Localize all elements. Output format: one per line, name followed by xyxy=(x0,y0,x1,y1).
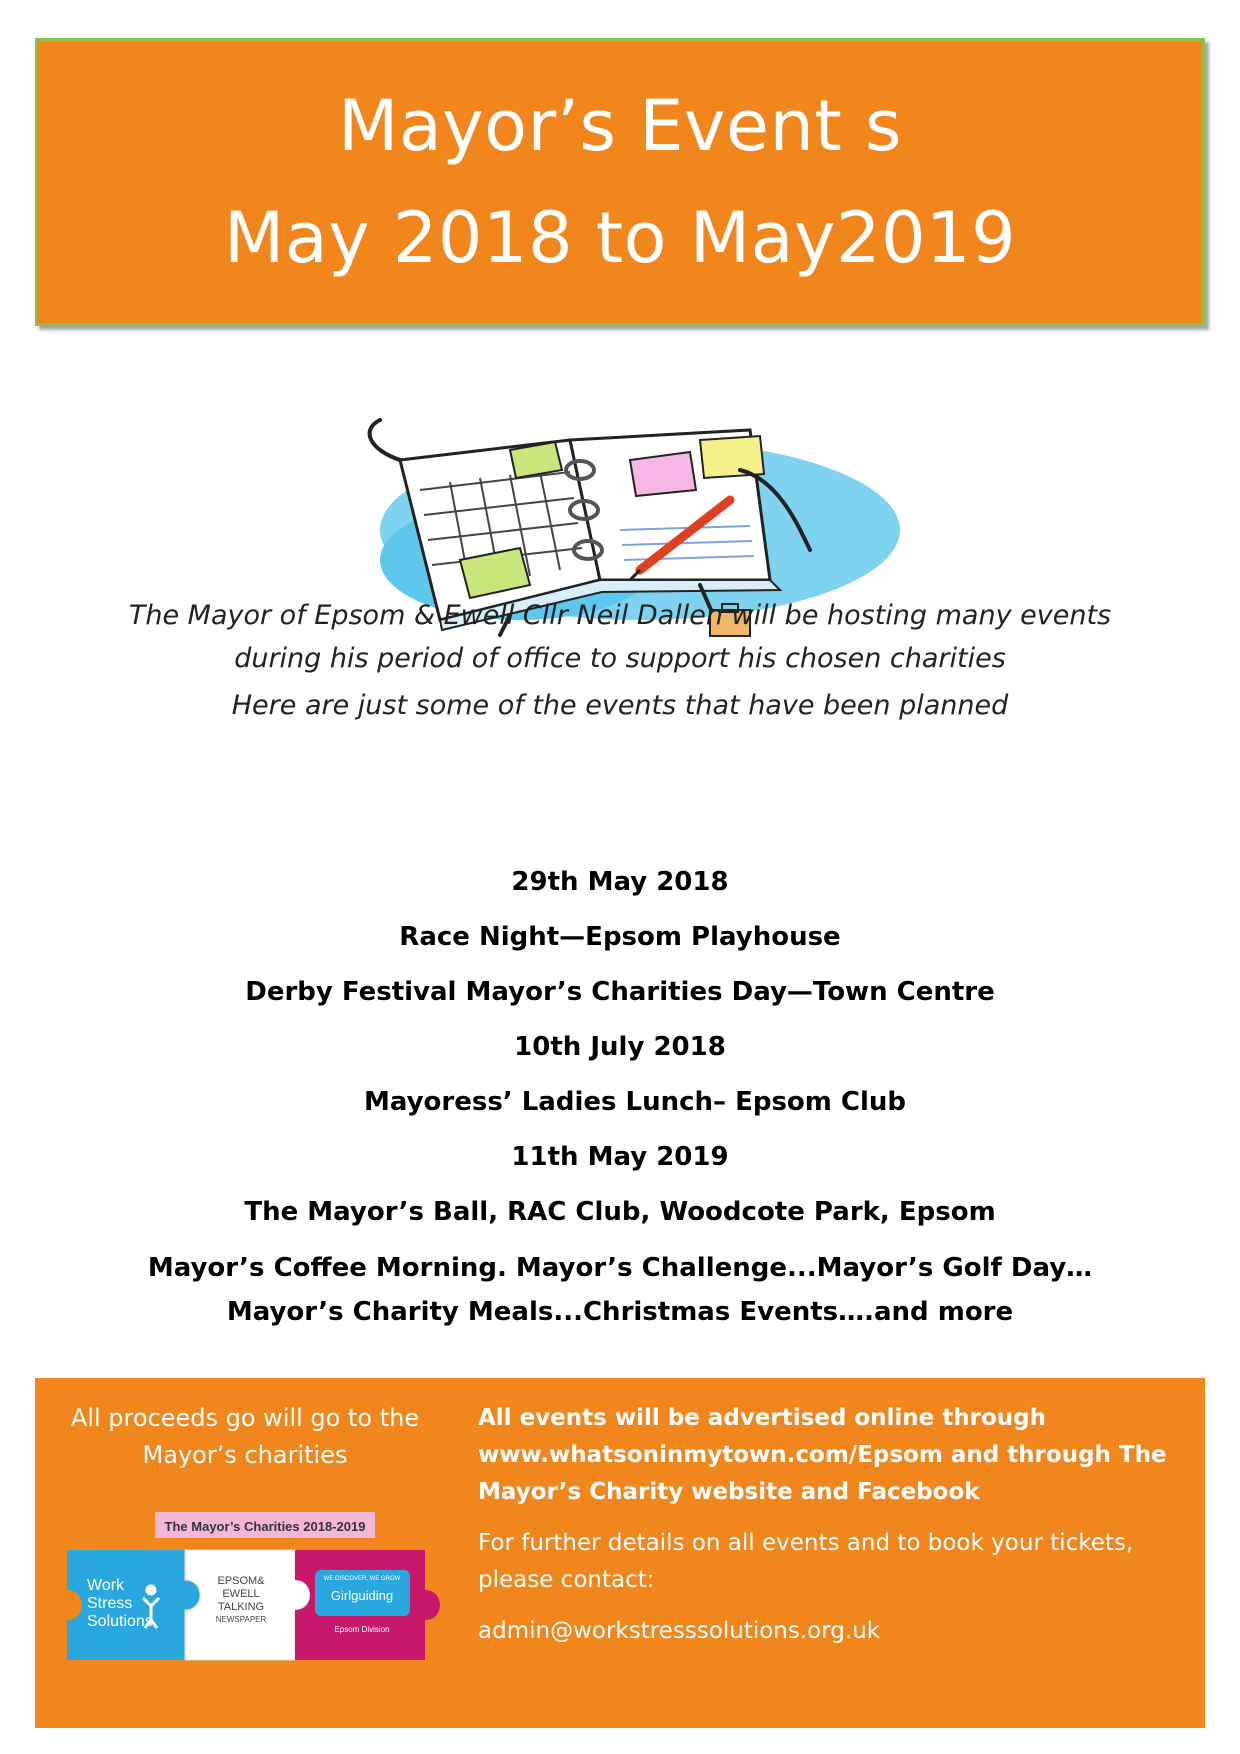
footer-panel xyxy=(35,1378,1205,1728)
intro-line: during his period of office to support his chosen charities xyxy=(234,643,1006,674)
advert-line: All events will be advertised online through xyxy=(478,1405,1047,1431)
event-item: The Mayor’s Ball, RAC Club, Woodcote Park, Epsom xyxy=(244,1197,996,1227)
logo-piece2-line: TALKING xyxy=(217,1601,265,1613)
logo-piece2-line: NEWSPAPER xyxy=(215,1615,267,1624)
logo-piece1-line: Stress xyxy=(87,1595,133,1612)
logo-piece3-name: Girlguiding xyxy=(330,1588,394,1603)
page-subtitle: May 2018 to May2019 xyxy=(223,197,1017,279)
page-title: Mayor’s Event s xyxy=(337,85,903,167)
event-date: 10th July 2018 xyxy=(514,1032,726,1062)
event-date: 11th May 2019 xyxy=(511,1142,729,1172)
title-banner xyxy=(35,38,1205,326)
proceeds-line: Mayor’s charities xyxy=(142,1441,348,1469)
intro-line: The Mayor of Epsom & Ewell Cllr Neil Dallen will be hosting many events xyxy=(128,600,1112,631)
event-item: Mayoress’ Ladies Lunch– Epsom Club xyxy=(363,1087,907,1117)
intro-planned xyxy=(60,684,1180,727)
logo-title: The Mayor’s Charities 2018-2019 xyxy=(164,1519,366,1534)
intro-text xyxy=(60,594,1180,680)
logo-piece1-line: Solutions xyxy=(87,1613,153,1630)
charities-logo xyxy=(65,1510,445,1680)
events-list xyxy=(60,855,1180,1334)
logo-piece3-sub: Epsom Division xyxy=(334,1625,390,1634)
proceeds-text xyxy=(35,1400,455,1474)
logo-piece1-line: Work xyxy=(87,1577,125,1594)
contact-info xyxy=(478,1400,1178,1650)
intro-line: Here are just some of the events that have been planned xyxy=(231,690,1009,721)
advert-line: Mayor’s Charity website and Facebook xyxy=(478,1479,980,1505)
logo-piece3-tag: WE DISCOVER, WE GROW xyxy=(323,1576,401,1582)
contact-email-link[interactable]: admin@workstresssolutions.org.uk xyxy=(478,1618,881,1644)
contact-line: please contact: xyxy=(478,1567,655,1593)
advert-line[interactable]: www.whatsoninmytown.com/Epsom and through The xyxy=(478,1442,1167,1468)
event-more: Mayor’s Charity Meals...Christmas Events….and more xyxy=(226,1297,1014,1327)
logo-piece2-line: EPSOM& xyxy=(217,1575,265,1587)
logo-piece2-line: EWELL xyxy=(222,1588,260,1600)
event-more: Mayor’s Coffee Morning. Mayor’s Challenge...Mayor’s Golf Day… xyxy=(147,1253,1093,1283)
proceeds-line: All proceeds go will go to the xyxy=(70,1404,420,1432)
event-item: Derby Festival Mayor’s Charities Day—Town Centre xyxy=(245,977,995,1007)
event-item: Race Night—Epsom Playhouse xyxy=(399,922,841,952)
event-date: 29th May 2018 xyxy=(511,867,729,897)
contact-line: For further details on all events and to book your tickets, xyxy=(478,1530,1134,1556)
